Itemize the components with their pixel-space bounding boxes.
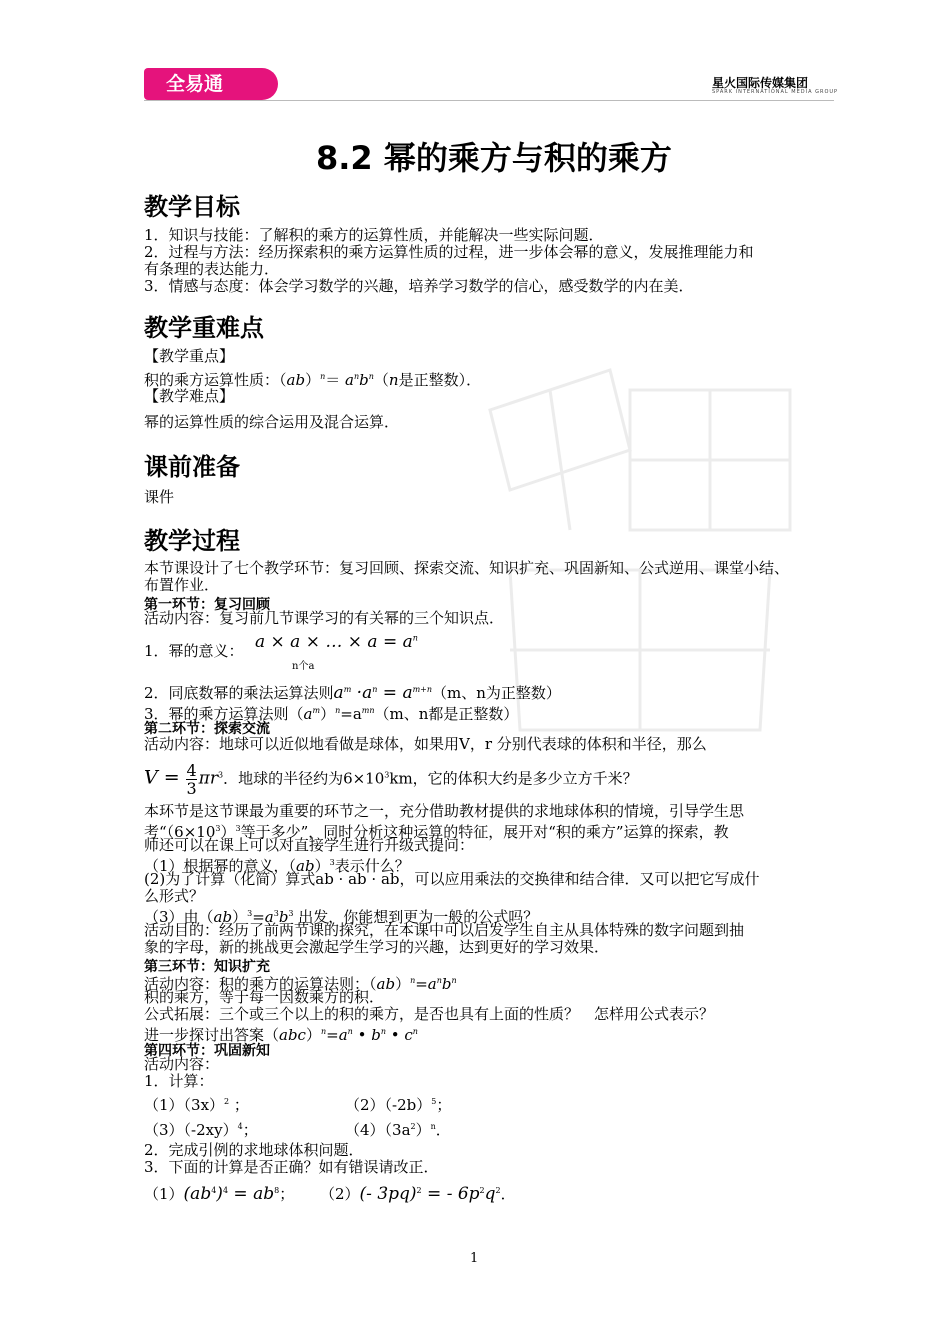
step1-title: 第一环节：复习回顾	[144, 597, 270, 613]
brand-subtitle: SPARK INTERNATIONAL MEDIA GROUP	[712, 89, 839, 95]
logo	[144, 68, 278, 100]
process-intro-2: 布置作业．	[144, 576, 220, 594]
page-number: 1	[470, 1251, 479, 1266]
goal-line-3: 有条理的表达能力．	[144, 260, 280, 278]
brand-name: 星火国际传媒集团	[712, 76, 809, 90]
focus-text: 积的乘方运算性质：$(ab)^n= a^nb^n(n$是正整数）．	[144, 371, 482, 389]
step1-item1-under: n个a	[292, 661, 315, 672]
step1-item1-formula: a × a × … × $a = a^n$	[255, 632, 418, 652]
step4-check-1: $(1)(ab^4)^4 = ab^8$；	[144, 1184, 295, 1204]
header-divider	[144, 100, 834, 101]
step2-para-3: 师还可以在课上可以对直接学生进行升级式提问：	[144, 836, 475, 854]
step4-title: 第四环节：巩固新知	[144, 1043, 270, 1059]
step4-check-2: （2）(- 3pq)$^2$ = - $6p^2q^2$．	[320, 1184, 516, 1204]
step2-aim-1: 活动目的：经历了前两节课的探究，在本课中可以启发学生自主从具体特殊的数字问题到抽	[144, 921, 745, 939]
step4-question-3: 3．下面的计算是否正确？如有错误请改正．	[144, 1158, 439, 1176]
step4-content: 活动内容：	[144, 1055, 220, 1073]
step1-content: 活动内容：复习前几节课学习的有关幂的三个知识点．	[144, 609, 505, 627]
step3-title: 第三环节：知识扩充	[144, 959, 270, 975]
step4-exercise-2: $(2)(-2b)^5$；	[345, 1096, 452, 1114]
step2-aim-2: 象的字母，新的挑战更会激起学生学习的兴趣，达到更好的学习效果．	[144, 938, 610, 956]
step4-exercise-1: $(1)(3x)^2$ ；	[144, 1096, 249, 1114]
difficulty-label: 【教学难点】	[144, 387, 235, 405]
step1-item3: 3．幂的乘方运算法则$(a^m)^n=a^{mn}(m$、n都是正整数）	[144, 705, 519, 723]
step4-exercise-3: $(3)(-2xy)^4$；	[144, 1121, 258, 1139]
step2-formula-line: V = $\frac{4}{3}$ $\pi r^3$．地球的半径约为$6\times 10^3km$，它的体积大约是多少立方千米？	[144, 761, 638, 798]
process-intro-1: 本节课设计了七个教学环节：复习回顾、探索交流、知识扩充、巩固新知、公式逆用、课堂小结、	[144, 559, 790, 577]
step2-content: 活动内容：地球可以近似地看做是球体，如果用V，r 分别代表球的体积和半径，那么	[144, 735, 707, 753]
step3-content-1: 活动内容：积的乘方的运算法则：$(ab)^n=a^nb^n$	[144, 975, 457, 993]
step2-question-3: （3）由$(ab)^3=a^3b^3$ 出发，你能想到更为一般的公式吗？	[144, 908, 539, 926]
step2-question-2b: 么形式？	[144, 887, 205, 905]
step2-para-1: 本环节是这节课最为重要的环节之一，充分借助教材提供的求地球体积的情境，引导学生思	[144, 802, 745, 820]
prep-text: 课件	[144, 488, 175, 506]
step3-content-2: 积的乘方，等于每一因数乘方的积．	[144, 988, 385, 1006]
step1-item1-label: 1．幂的意义：	[144, 642, 244, 660]
step4-calc-label: 1．计算：	[144, 1072, 214, 1090]
section-heading-keypoints: 教学重难点	[144, 314, 264, 342]
goal-line-1: 1．知识与技能：了解积的乘方的运算性质，并能解决一些实际问题．	[144, 226, 604, 244]
step1-item2: 2．同底数幂的乘法运算法则$a^m \cdot a^n = a^{m+n}(m$、n为正整数）	[144, 683, 561, 703]
section-heading-goals: 教学目标	[144, 193, 240, 221]
step4-exercise-4: $(4)(3a^2)^n$．	[345, 1121, 451, 1139]
section-heading-process: 教学过程	[144, 527, 240, 555]
step4-question-2: 2．完成引例的求地球体积问题．	[144, 1141, 364, 1159]
goal-line-4: 3．情感与态度：体会学习数学的兴趣，培养学习数学的信心，感受数学的内在美．	[144, 277, 694, 295]
section-heading-prep: 课前准备	[144, 453, 240, 481]
step2-para-2: 考“$(6\times 10^3)^3$等于多少”，同时分析这种运算的特征，展开对“积的乘方”运算的探索，教	[144, 823, 729, 841]
focus-label: 【教学重点】	[144, 347, 235, 365]
step2-question-1: （1）根据幂的意义，（ab）$^3$表示什么？	[144, 857, 410, 875]
difficulty-text: 幂的运算性质的综合运用及混合运算．	[144, 413, 400, 431]
step2-title: 第二环节：探索交流	[144, 721, 270, 737]
page-title: 8.2 幂的乘方与积的乘方	[316, 139, 672, 177]
goal-line-2: 2．过程与方法：经历探索积的乘方运算性质的过程，进一步体会幂的意义，发展推理能力和	[144, 243, 754, 261]
step2-question-2a: (2)为了计算（化简）算式ab · ab · ab，可以应用乘法的交换律和结合律．又可以把它写成什	[144, 870, 760, 888]
step3-content-3: 公式拓展：三个或三个以上的积的乘方，是否也具有上面的性质？ 怎样用公式表示？	[144, 1005, 715, 1023]
step3-content-4: 进一步探讨出答案$(abc)^n=a^n$ • $b^n$ • $c^n$	[144, 1026, 418, 1044]
logo-text: 全易通	[166, 73, 224, 95]
